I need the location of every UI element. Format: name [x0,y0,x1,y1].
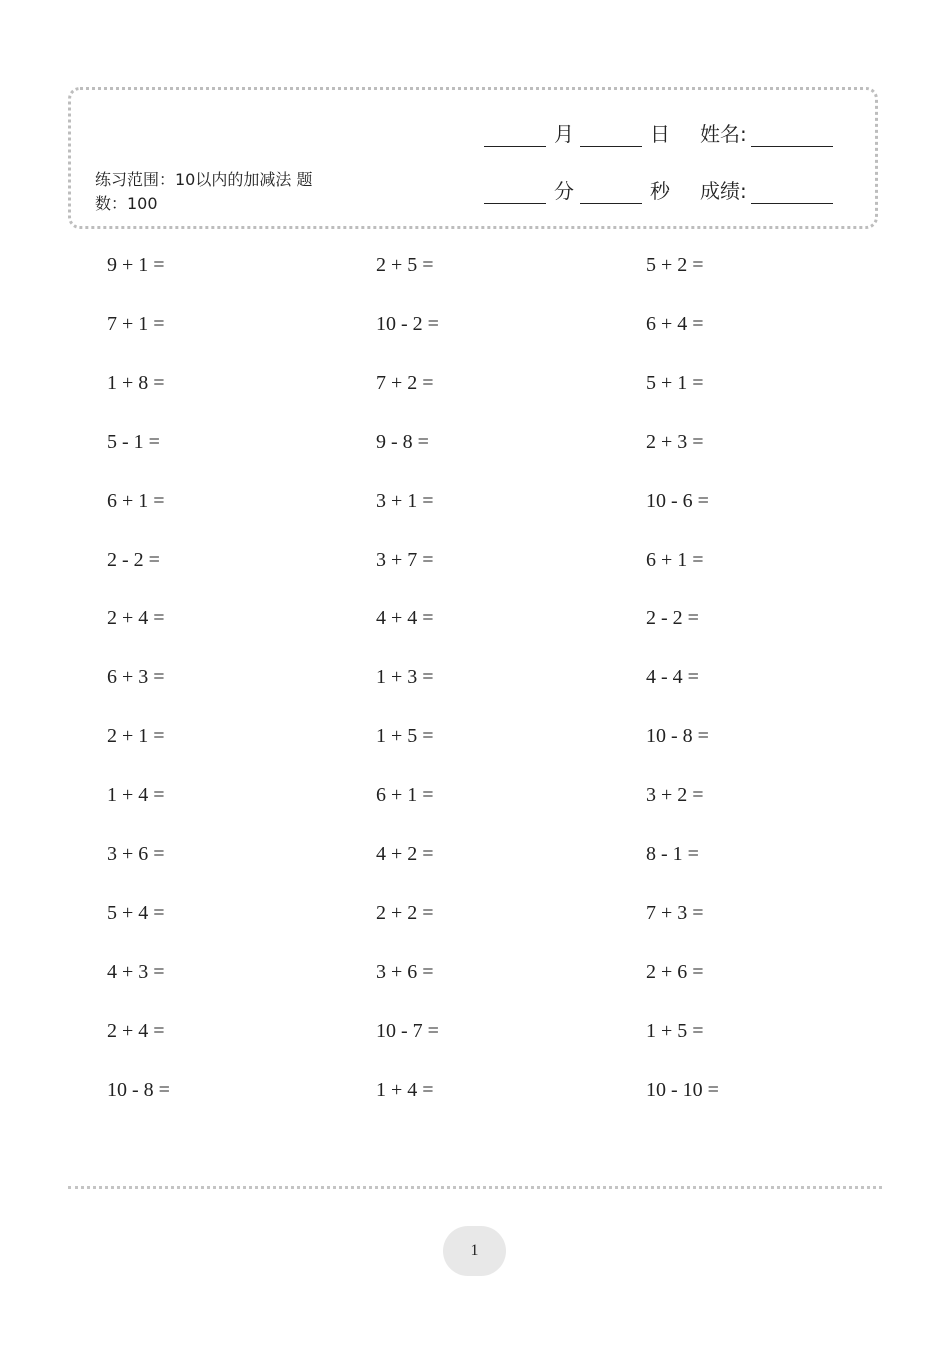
problem-r4-c3: 2 + 3 = [646,431,704,453]
problem-r8-c1: 6 + 3 = [107,666,165,688]
problem-r15-c2: 1 + 4 = [376,1079,434,1101]
problem-r9-c1: 2 + 1 = [107,725,165,747]
problem-r10-c2: 6 + 1 = [376,784,434,806]
day-label: 日 [650,122,670,146]
problem-r6-c2: 3 + 7 = [376,549,434,571]
name-blank[interactable] [751,124,833,147]
problem-r13-c2: 3 + 6 = [376,961,434,983]
problem-r11-c1: 3 + 6 = [107,843,165,865]
problem-r3-c2: 7 + 2 = [376,372,434,394]
problem-r12-c2: 2 + 2 = [376,902,434,924]
minute-blank[interactable] [484,181,546,204]
problem-r4-c2: 9 - 8 = [376,431,429,453]
problem-r5-c3: 10 - 6 = [646,490,709,512]
problem-r7-c3: 2 - 2 = [646,607,699,629]
score-label: 成绩: [700,179,747,203]
month-label: 月 [554,122,574,146]
problem-r15-c3: 10 - 10 = [646,1079,719,1101]
problem-r6-c1: 2 - 2 = [107,549,160,571]
problem-r3-c3: 5 + 1 = [646,372,704,394]
second-label: 秒 [650,179,670,203]
problem-r14-c1: 2 + 4 = [107,1020,165,1042]
scope-line-2: 数：100 [95,194,158,213]
problem-r9-c2: 1 + 5 = [376,725,434,747]
problem-r7-c2: 4 + 4 = [376,607,434,629]
problem-r13-c1: 4 + 3 = [107,961,165,983]
problem-r12-c3: 7 + 3 = [646,902,704,924]
day-blank[interactable] [580,124,642,147]
problem-r13-c3: 2 + 6 = [646,961,704,983]
name-label: 姓名: [700,122,747,146]
problem-r7-c1: 2 + 4 = [107,607,165,629]
score-blank[interactable] [751,181,833,204]
time-score-row [484,175,833,205]
problem-r4-c1: 5 - 1 = [107,431,160,453]
problem-r2-c3: 6 + 4 = [646,313,704,335]
problem-r14-c3: 1 + 5 = [646,1020,704,1042]
problem-r10-c3: 3 + 2 = [646,784,704,806]
problem-r8-c3: 4 - 4 = [646,666,699,688]
problem-r1-c1: 9 + 1 = [107,254,165,276]
date-name-row [484,118,833,148]
problem-r8-c2: 1 + 3 = [376,666,434,688]
page-number: 1 [443,1226,506,1276]
problem-r9-c3: 10 - 8 = [646,725,709,747]
month-blank[interactable] [484,124,546,147]
problem-r2-c2: 10 - 2 = [376,313,439,335]
minute-label: 分 [554,179,574,203]
problem-r11-c3: 8 - 1 = [646,843,699,865]
scope-line-1: 练习范围：10以内的加减法 题 [95,170,313,189]
problem-r6-c3: 6 + 1 = [646,549,704,571]
problem-r2-c1: 7 + 1 = [107,313,165,335]
problem-r3-c1: 1 + 8 = [107,372,165,394]
practice-scope [95,168,375,216]
problem-r11-c2: 4 + 2 = [376,843,434,865]
problem-r5-c2: 3 + 1 = [376,490,434,512]
problem-r5-c1: 6 + 1 = [107,490,165,512]
problem-r15-c1: 10 - 8 = [107,1079,170,1101]
problem-r1-c3: 5 + 2 = [646,254,704,276]
problem-r1-c2: 2 + 5 = [376,254,434,276]
problem-r14-c2: 10 - 7 = [376,1020,439,1042]
problem-r10-c1: 1 + 4 = [107,784,165,806]
second-blank[interactable] [580,181,642,204]
footer-divider [68,1186,882,1189]
problem-r12-c1: 5 + 4 = [107,902,165,924]
